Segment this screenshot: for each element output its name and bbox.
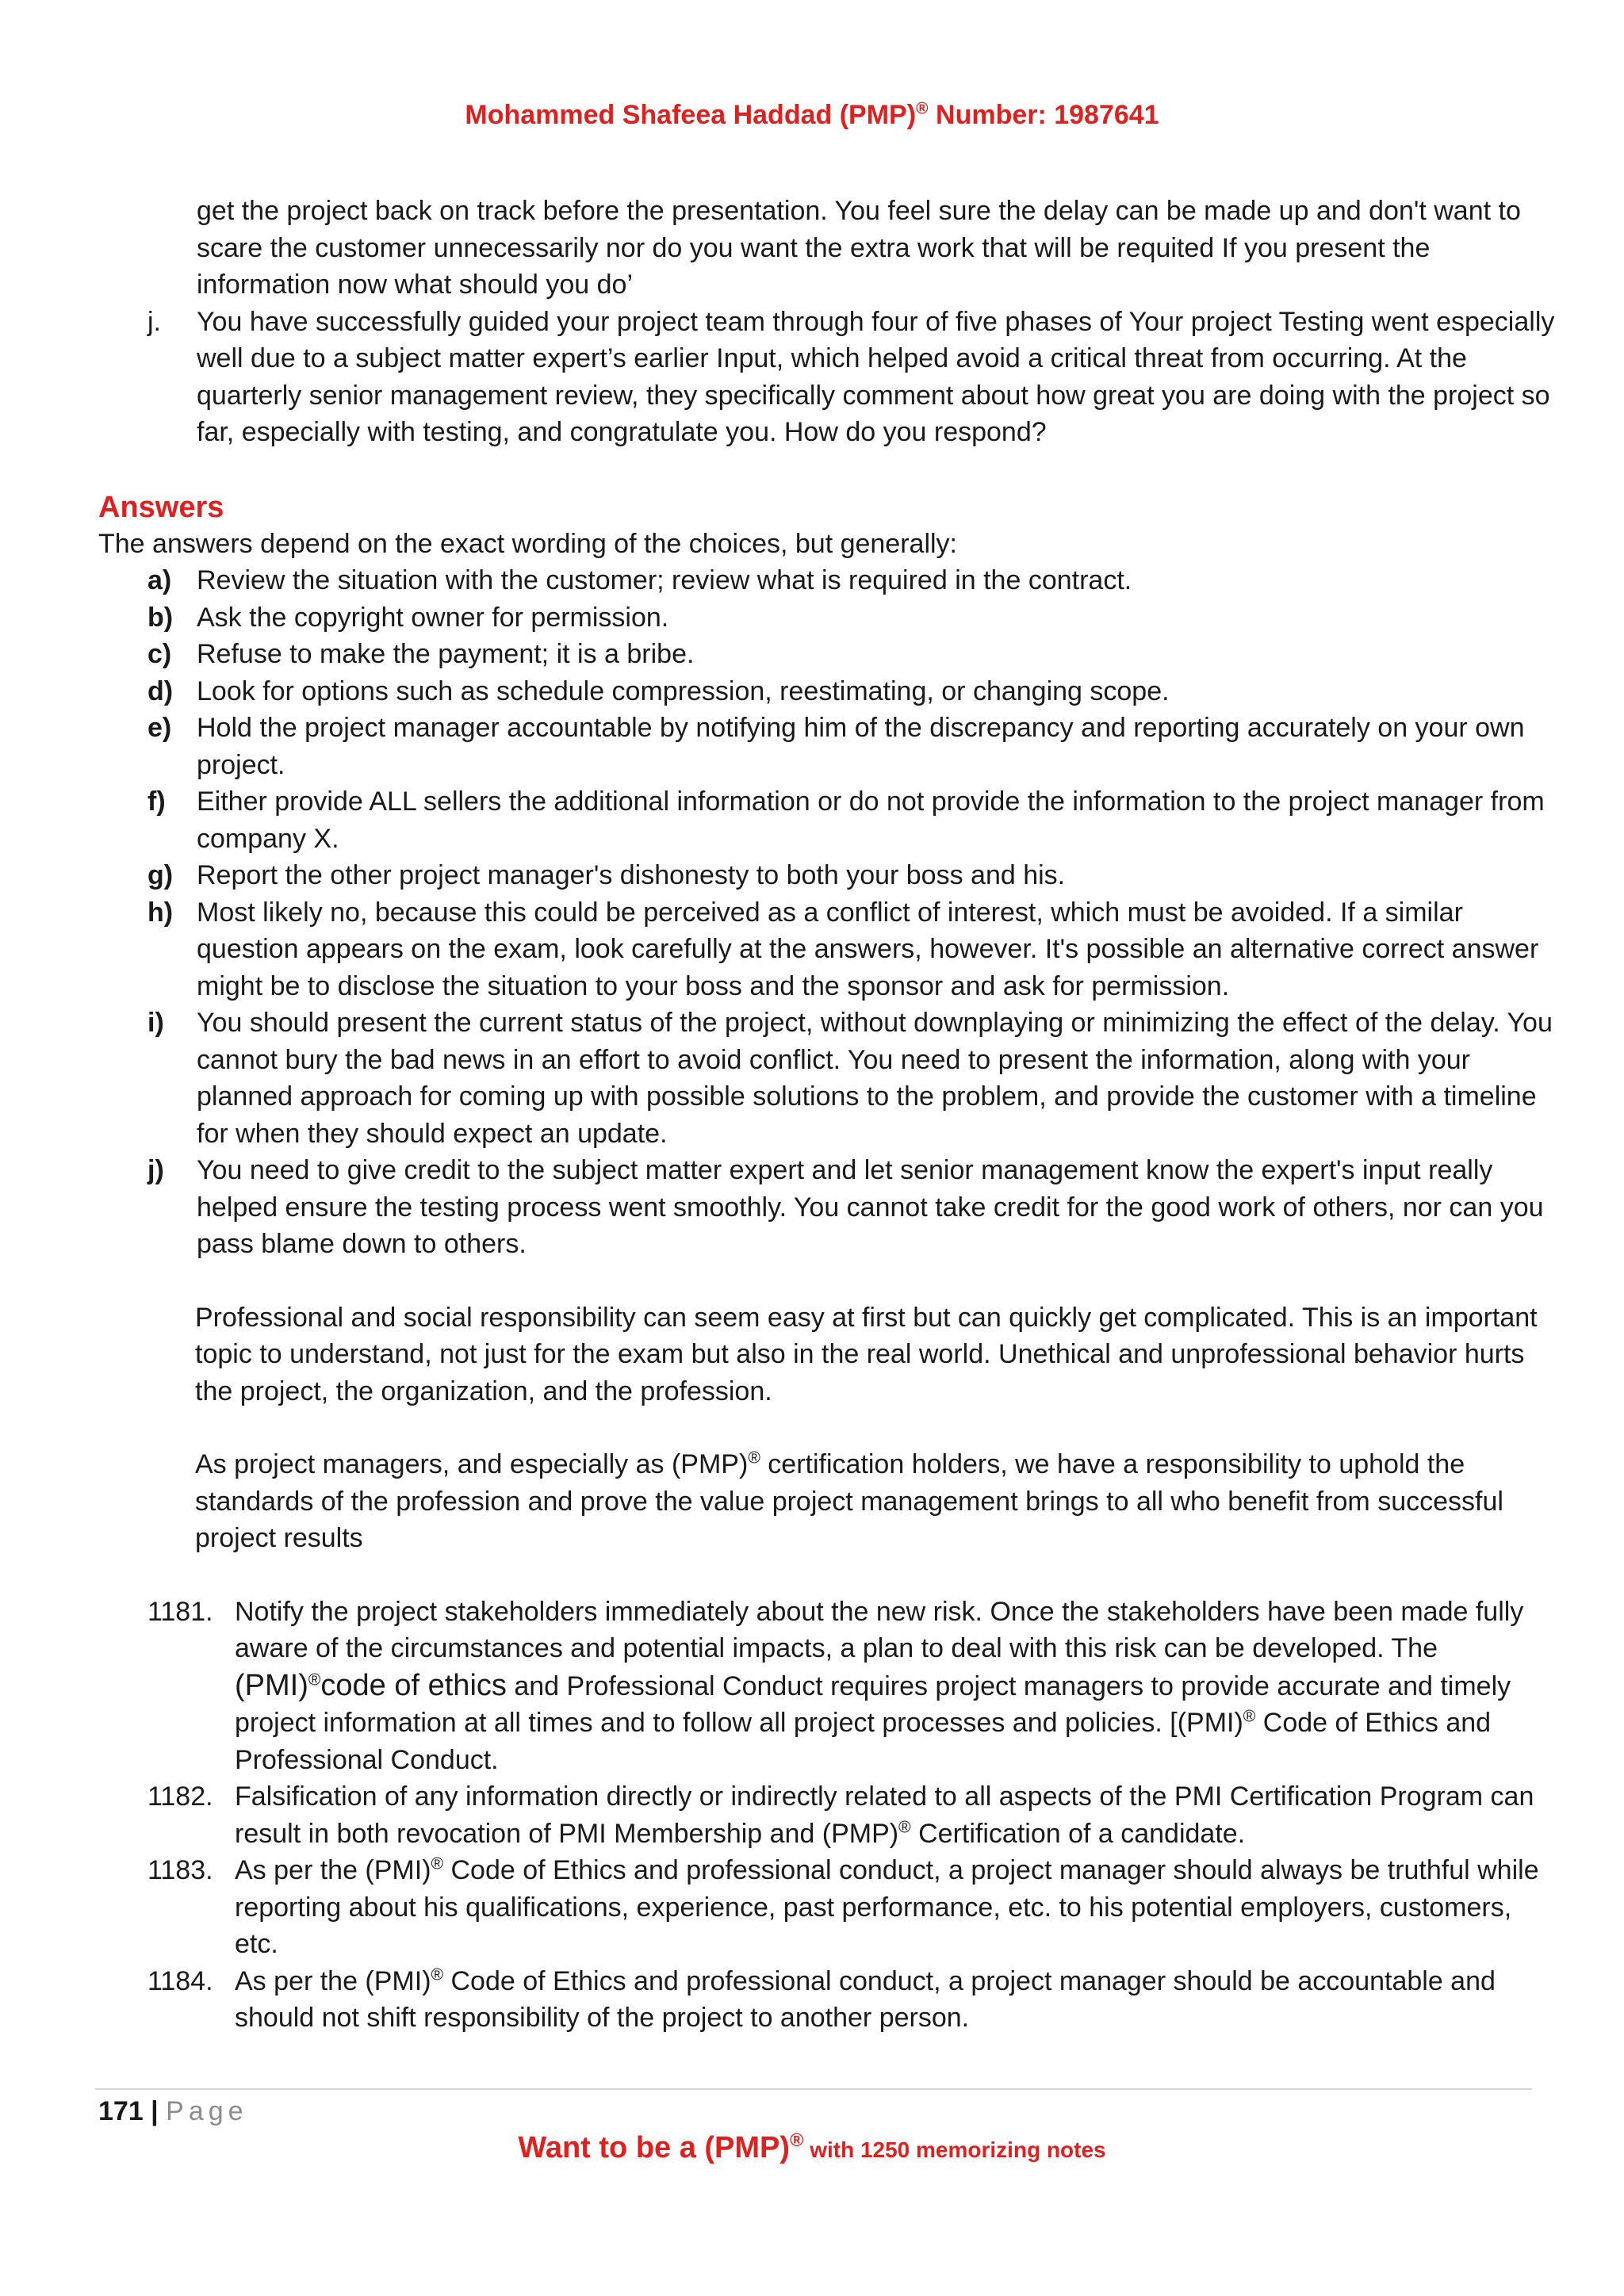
- note-number: 1184.: [147, 1965, 213, 1996]
- note-text-part: code of ethics: [320, 1668, 507, 1702]
- note-1183: [98, 1852, 1557, 1963]
- answer-text: Hold the project manager accountable by notifying him of the discrepancy and reporting accurately on your own project.: [197, 713, 1525, 780]
- numbered-notes: [98, 1594, 1557, 2037]
- note-text-part: As per the (PMI): [235, 1965, 431, 1996]
- paragraph-responsibility: Professional and social responsibility can seem easy at first but can quickly get complicated. This is an important topic to understand, not just for the exam but also in the real world. Unethical and unprofessional behavior hurts the project, the organization, and the profession.: [195, 1302, 1538, 1406]
- note-text-part: Code of Ethics and Professional Conduct.: [235, 1708, 1492, 1775]
- answer-g: [98, 857, 1557, 894]
- header-registered-mark: ®: [916, 99, 929, 118]
- answer-text: Most likely no, because this could be perceived as a conflict of interest, which must be avoided. If a similar question appears on the exam, look carefully at the answers, however. It's possible an alternative correct answer might be to disclose the situation to your boss and the sponsor and ask for permission.: [197, 897, 1539, 1001]
- answer-b: [98, 599, 1557, 637]
- note-text-part: Falsification of any information directly or indirectly related to all aspects of the PMI Certification Program can result in both revocation of PMI Membership and (PMP): [235, 1781, 1534, 1849]
- page-word: Page: [166, 2096, 248, 2126]
- note-text: [98, 1778, 1557, 1852]
- answer-text: You should present the current status of the project, without downplaying or minimizing the effect of the delay. You cannot bury the bad news in an effort to avoid conflict. You need to present the information, along with your planned approach for coming up with possible solutions to the problem, and provide the customer with a timeline for when they should expect an update.: [197, 1008, 1553, 1149]
- registered-mark: ®: [898, 1817, 911, 1836]
- note-text-part: Code of Ethics and professional conduct, a project manager should always be truthful while reporting about his qualifications, experience, past performance, etc. to his potential employers, customers, etc.: [235, 1855, 1539, 1959]
- answer-f: [98, 783, 1557, 857]
- answer-label: h): [147, 897, 174, 928]
- answer-text: You need to give credit to the subject matter expert and let senior management know the expert's input really helped ensure the testing process went smoothly. You cannot take credit for the good work of others, nor can you pass blame down to others.: [197, 1155, 1544, 1259]
- note-text-part: Certification of a candidate.: [910, 1818, 1246, 1849]
- note-number: 1183.: [147, 1855, 213, 1885]
- note-text-part: As per the (PMI): [235, 1855, 431, 1885]
- note-text: [98, 1594, 1557, 1779]
- note-1184: [98, 1963, 1557, 2037]
- answer-c: [98, 636, 1557, 673]
- footer-tagline: [0, 2130, 1624, 2169]
- note-text: [98, 1963, 1557, 2037]
- tagline-small: with 1250 memorizing notes: [803, 2137, 1106, 2162]
- answer-j: [98, 1152, 1557, 1263]
- answer-h: [98, 894, 1557, 1005]
- header-member-number: Number: 1987641: [928, 100, 1159, 130]
- answers-heading: Answers: [98, 490, 224, 524]
- note-1182: [98, 1778, 1557, 1852]
- note-text-part: Notify the project stakeholders immediately about the new risk. Once the stakeholders have been made fully aware of the circumstances and potential impacts, a plan to deal with this risk can be developed. The: [235, 1596, 1524, 1663]
- page-header: [0, 97, 1624, 134]
- answer-label: f): [147, 786, 166, 817]
- answer-label: c): [147, 639, 172, 669]
- answer-a: [98, 562, 1557, 599]
- note-1181: [98, 1594, 1557, 1779]
- answer-label: b): [147, 602, 174, 633]
- note-text-part: and Professional Conduct requires project managers to provide accurate and timely project information at all times and to follow all project processes and policies. [(PMI): [235, 1670, 1511, 1738]
- note-text-part: (PMI): [235, 1668, 308, 1702]
- answer-text: Refuse to make the payment; it is a bribe.: [197, 639, 695, 669]
- note-number: 1182.: [147, 1781, 213, 1812]
- answer-label: e): [147, 713, 172, 743]
- question-j: [98, 304, 1557, 451]
- registered-mark: ®: [431, 1854, 444, 1873]
- tagline-main: Want to be a (PMP): [518, 2131, 791, 2164]
- answer-d: [98, 673, 1557, 710]
- answer-i: [98, 1004, 1557, 1152]
- registered-mark: ®: [1243, 1707, 1256, 1726]
- page-number: 171: [98, 2096, 144, 2126]
- answer-text: Review the situation with the customer; review what is required in the contract.: [197, 565, 1132, 595]
- answer-label: a): [147, 565, 172, 595]
- answer-text: Either provide ALL sellers the additional information or do not provide the information to the project manager from company X.: [197, 786, 1545, 854]
- page-content: [98, 193, 1557, 2037]
- footer-divider: [95, 2088, 1532, 2090]
- question-j-label: j.: [147, 306, 161, 337]
- registered-mark: ®: [431, 1965, 444, 1984]
- note-number: 1181.: [147, 1596, 213, 1627]
- paragraph-text: certification holders, we have a responsibility to uphold the standards of the profession and prove the value project management brings to all who benefit from successful project results: [195, 1449, 1503, 1553]
- answer-text: Look for options such as schedule compression, reestimating, or changing scope.: [197, 675, 1170, 706]
- registered-mark: ®: [748, 1448, 760, 1468]
- tagline-registered-mark: ®: [790, 2129, 804, 2150]
- answers-list: [98, 562, 1557, 1263]
- question-j-text: You have successfully guided your project team through four of five phases of Your project Testing went especially well due to a subject matter expert’s earlier Input, which helped avoid a critical threat from occurring. At the quarterly senior management review, they specifically comment about how great you are doing with the project so far, especially with testing, and congratulate you. How do you respond?: [197, 306, 1555, 447]
- page-separator: |: [143, 2096, 167, 2126]
- answer-text: Ask the copyright owner for permission.: [197, 602, 669, 633]
- header-author: Mohammed Shafeea Haddad (PMP): [465, 100, 917, 130]
- question-i-continuation: get the project back on track before the presentation. You feel sure the delay can be made up and don't want to scare the customer unnecessarily nor do you want the extra work that will be requited If you present the information now what should you do’: [197, 196, 1521, 300]
- answer-label: g): [147, 860, 174, 890]
- paragraph-text: As project managers, and especially as (PMP): [195, 1449, 749, 1479]
- answer-label: d): [147, 675, 174, 706]
- answer-text: Report the other project manager's dishonesty to both your boss and his.: [197, 860, 1066, 890]
- answer-e: [98, 710, 1557, 783]
- footer-page-number: [98, 2093, 248, 2130]
- paragraph-pmp-holders: [98, 1446, 1557, 1557]
- note-text-part: Code of Ethics and professional conduct, a project manager should be accountable and should not shift responsibility of the project to another person.: [235, 1965, 1496, 2033]
- answer-label: i): [147, 1008, 164, 1038]
- answer-label: j): [147, 1155, 164, 1185]
- answers-intro: The answers depend on the exact wording of the choices, but generally:: [98, 528, 958, 559]
- note-text: [98, 1852, 1557, 1963]
- registered-mark: ®: [308, 1670, 321, 1689]
